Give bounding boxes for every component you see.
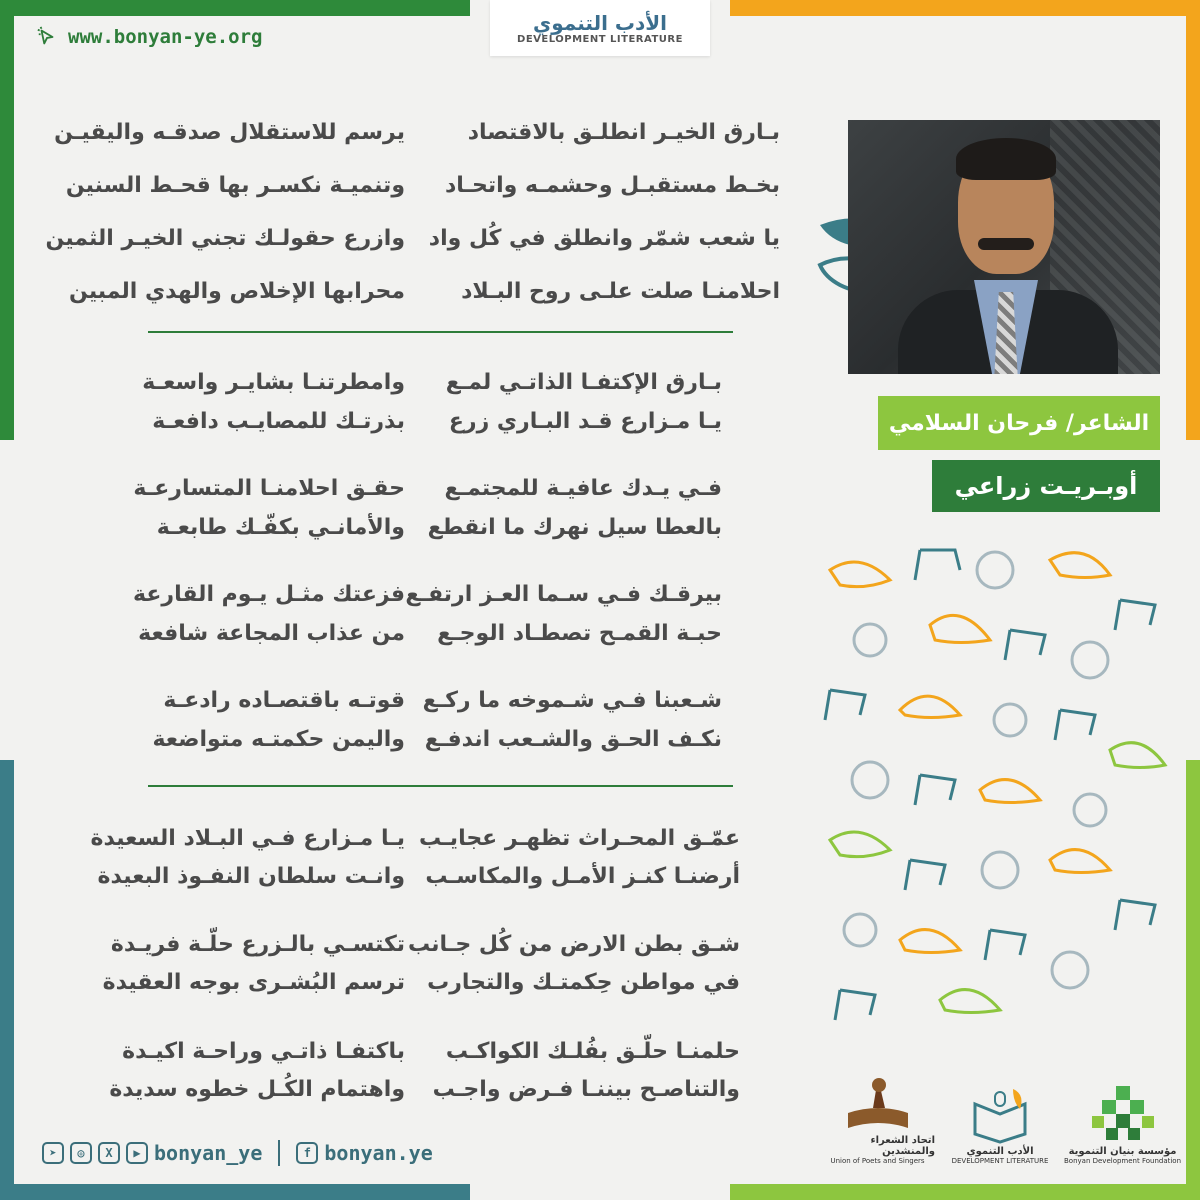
verse-left: بذرتـك للمصايـب دافعـة — [152, 409, 405, 434]
verse-right: حبـة القمـح تصطـاد الوجـع — [437, 621, 722, 646]
verse-right: يـا مـزارع قـد البـاري زرع — [448, 409, 722, 434]
verse-left: يرسم للاستقلال صدقـه واليقيـن — [54, 120, 405, 145]
facebook-icon[interactable]: f — [296, 1142, 318, 1164]
verse-right: شـعبنا فـي شـموخه ما ركـع — [422, 688, 722, 713]
verse-right: حلمنـا حلّـق بفُلـك الكواكـب — [445, 1039, 740, 1064]
verse-right: أرضنـا كنـز الأمـل والمكاسـب — [425, 864, 740, 889]
verse-right: بيرقـك فـي سـما العـز ارتفـع — [405, 582, 722, 607]
frame-right-lime — [1186, 760, 1200, 1200]
verse-right: بخـط مستقبـل وحشمـه واتحـاد — [444, 173, 780, 198]
verse-left: محرابها الإخلاص والهدي المبين — [69, 279, 405, 304]
stanza-divider — [148, 331, 733, 333]
verse-left: ترسم البُشـرى بوجه العقيدة — [102, 970, 405, 995]
verse-left: حقـق احلامنـا المتسارعـة — [133, 476, 405, 501]
verse-right: بـارق الإكتفـا الذاتـي لمـع — [445, 370, 722, 395]
dev-lit-arabic: الأدب التنموي — [966, 1146, 1034, 1157]
frame-top-green — [0, 0, 470, 16]
development-literature-logo — [490, 0, 710, 56]
union-poets-logo — [820, 1073, 935, 1165]
verse-right: بالعطا سيل نهرك ما انقطع — [427, 515, 722, 540]
telegram-icon[interactable]: ➤ — [42, 1142, 64, 1164]
frame-bottom-lime — [730, 1184, 1200, 1200]
verse-left: من عذاب المجاعة شافعة — [138, 621, 405, 646]
instagram-icon[interactable]: ◎ — [70, 1142, 92, 1164]
verse-left: وتنميـة نكسـر بها قحـط السنين — [65, 173, 405, 198]
verse-left: باكتفـا ذاتـي وراحـة اكيـدة — [122, 1039, 405, 1064]
bonyan-foundation-logo — [1065, 1084, 1180, 1165]
union-poets-english: Union of Poets and Singers — [830, 1157, 925, 1165]
logo-english-text: DEVELOPMENT LITERATURE — [517, 33, 683, 45]
bonyan-english: Bonyan Development Foundation — [1063, 1157, 1182, 1165]
youtube-icon[interactable]: ▶ — [126, 1142, 148, 1164]
book-quill-icon — [843, 1073, 913, 1133]
feather-microphone-pattern-icon — [810, 530, 1170, 1030]
facebook-handle[interactable]: bonyan.ye — [324, 1141, 433, 1165]
website-url: www.bonyan-ye.org — [68, 26, 263, 48]
verse-left: وازرع حقولـك تجني الخيـر الثمين — [45, 226, 405, 251]
verse-left: وانـت سلطان النفـوذ البعيدة — [97, 864, 405, 889]
frame-left-green — [0, 0, 14, 440]
x-icon[interactable]: X — [98, 1142, 120, 1164]
stanza-divider — [148, 785, 733, 787]
poet-name: الشاعر/ فرحان السلامي — [878, 396, 1160, 450]
social-handle[interactable]: bonyan_ye — [154, 1141, 263, 1165]
poet-photo — [848, 120, 1160, 374]
verse-right: نكـف الحـق والشـعب اندفـع — [424, 727, 722, 752]
frame-top-orange — [730, 0, 1200, 16]
verse-right: شـق بطن الارض من كُل جـانب — [408, 932, 740, 957]
frame-right-orange — [1186, 0, 1200, 440]
verse-left: وامطرتنـا بشايـر واسعـة — [142, 370, 405, 395]
book-pen-icon — [965, 1084, 1035, 1144]
development-literature-footer-logo — [943, 1084, 1058, 1165]
frame-left-teal — [0, 760, 14, 1200]
verse-right: يا شعب شمّر وانطلق في كُل واد — [428, 226, 780, 251]
verse-left: فزعتك مثـل يـوم القارعة — [133, 582, 405, 607]
logo-arabic-text: الأدب التنموي — [532, 10, 668, 35]
frame-bottom-teal — [0, 1184, 470, 1200]
dev-lit-english: DEVELOPMENT LITERATURE — [951, 1157, 1049, 1165]
verse-right: في مواطن حِكمتـك والتجارب — [427, 970, 740, 995]
verse-left: واهتمام الكُـل خطوه سديدة — [109, 1077, 405, 1102]
union-poets-arabic: اتحاد الشعراء والمنشدين — [870, 1135, 935, 1157]
verse-right: احلامنـا صلت علـى روح البـلاد — [461, 279, 780, 304]
verse-left: تكتسـي بالـزرع حلّـة فريـدة — [110, 932, 405, 957]
verse-right: عمّـق المحـراث تظهـر عجايـب — [419, 826, 740, 851]
verse-right: بـارق الخيـر انطلـق بالاقتصاد — [467, 120, 780, 145]
poem-title: أوبـريـت زراعي — [932, 460, 1160, 512]
verse-right: فـي يـدك عافيـة للمجتمـع — [444, 476, 722, 501]
verse-left: والأمانـي بكفّـك طابعـة — [156, 515, 405, 540]
verse-left: واليمن حكمتـه متواضعة — [152, 727, 405, 752]
website-link[interactable] — [36, 26, 262, 48]
partner-logos — [820, 1065, 1180, 1165]
bonyan-arabic: مؤسسة بنيان التنموية — [1068, 1146, 1177, 1157]
social-links — [42, 1140, 433, 1166]
cursor-click-icon — [36, 26, 58, 48]
verse-left: يـا مـزارع فـي البـلاد السعيدة — [90, 826, 405, 851]
verse-right: والتناصـح بيننـا فـرض واجـب — [432, 1077, 740, 1102]
verse-left: قوتـه باقتصـاده رادعـة — [163, 688, 405, 713]
cube-tree-icon — [1088, 1084, 1158, 1144]
social-separator — [278, 1140, 280, 1166]
